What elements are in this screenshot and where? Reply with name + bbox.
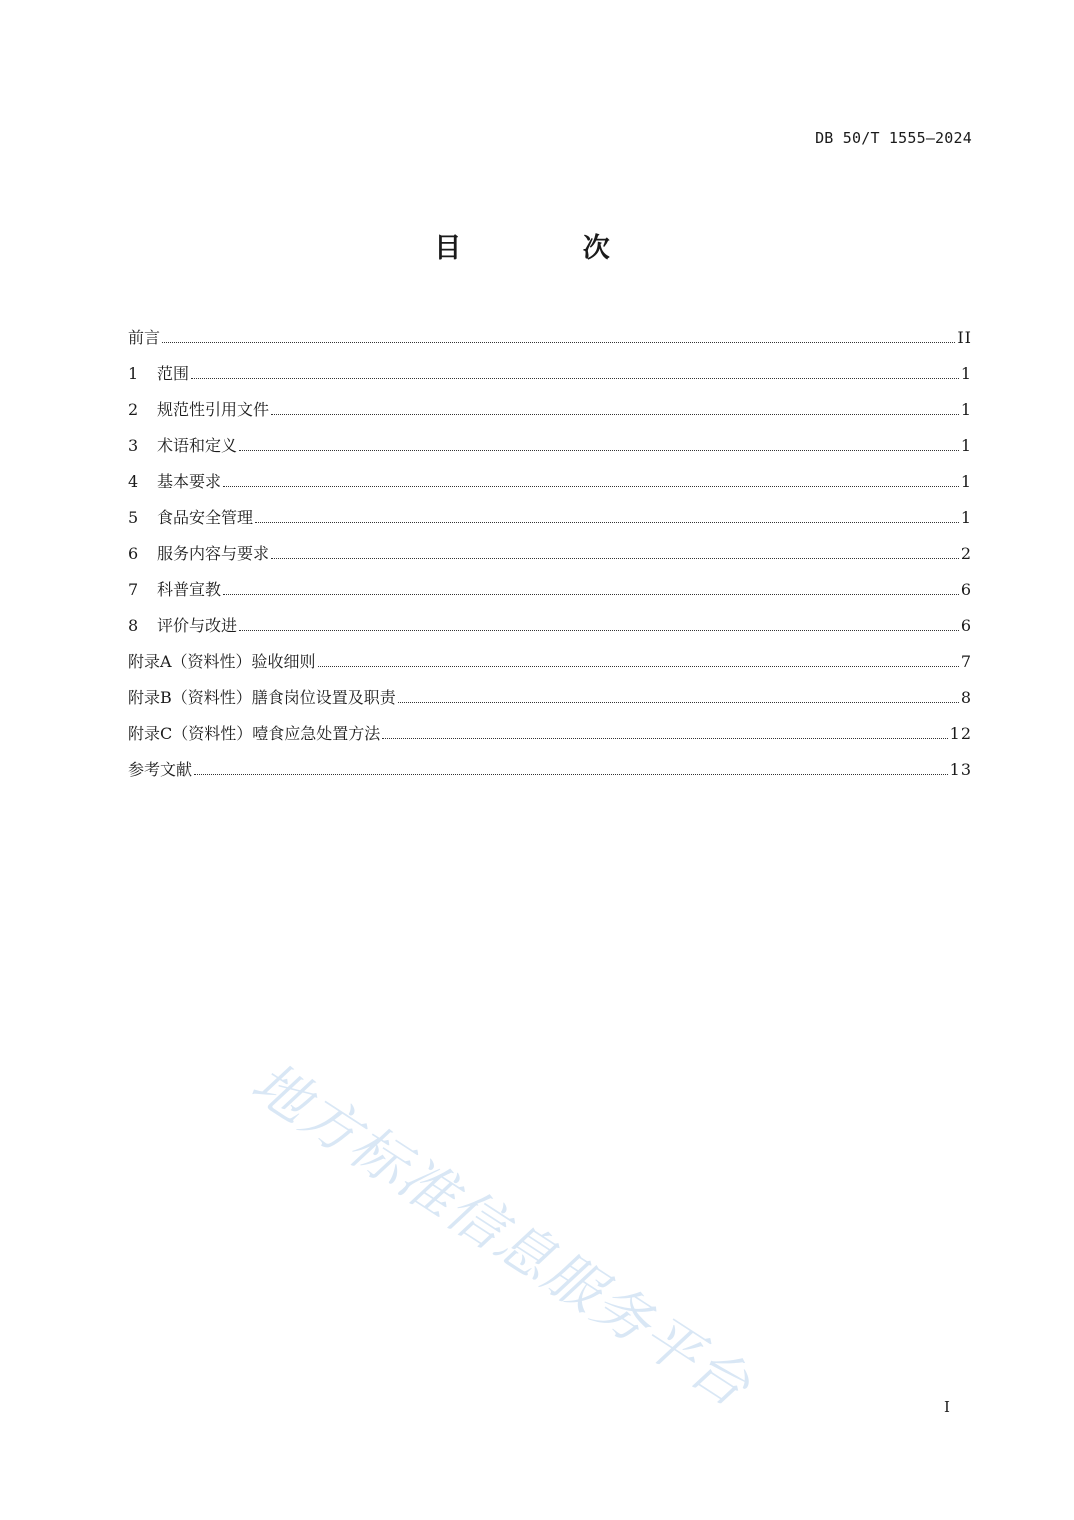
toc-entry-label: 规范性引用文件 [157,400,270,419]
toc-leader-dots [223,594,959,595]
toc-leader-dots [255,522,959,523]
toc-entry-number: 1 [128,364,139,383]
toc-entry-basic-requirements[interactable] [128,468,972,504]
toc-leader-dots [382,738,947,739]
toc-entry-label: 基本要求 [157,472,222,491]
table-of-contents [128,324,972,792]
toc-leader-dots [239,450,959,451]
toc-leader-dots [162,342,955,343]
toc-entry-appendix-c[interactable] [128,720,972,756]
toc-entry-label: 范围 [157,364,190,383]
toc-entry-page: 7 [960,652,972,671]
toc-entry-label: 附录C（资料性）噎食应急处置方法 [128,724,381,743]
toc-entry-label: 评价与改进 [157,616,238,635]
toc-entry-label: 附录B（资料性）膳食岗位设置及职责 [128,688,396,707]
toc-entry-appendix-a[interactable] [128,648,972,684]
toc-entry-appendix-b[interactable] [128,684,972,720]
document-code: DB 50/T 1555—2024 [815,129,972,147]
toc-entry-scope[interactable] [128,360,972,396]
toc-entry-number: 7 [128,580,139,599]
toc-entry-references[interactable] [128,756,972,792]
toc-entry-page: 6 [960,580,972,599]
toc-entry-normative-references[interactable] [128,396,972,432]
toc-leader-dots [223,486,959,487]
toc-entry-terms-definitions[interactable] [128,432,972,468]
toc-entry-page: 12 [949,724,972,743]
toc-entry-page: 13 [949,760,972,779]
toc-leader-dots [271,558,959,559]
toc-entry-number: 2 [128,400,139,419]
toc-entry-page: 8 [960,688,972,707]
toc-entry-foreword[interactable] [128,324,972,360]
toc-leader-dots [194,774,948,775]
toc-entry-page: 6 [960,616,972,635]
toc-entry-label: 附录A（资料性）验收细则 [128,652,316,671]
toc-entry-evaluation[interactable] [128,612,972,648]
toc-entry-label: 科普宣教 [157,580,222,599]
toc-entry-number: 3 [128,436,139,455]
page-number: I [944,1398,950,1416]
toc-entry-page: 1 [960,472,972,491]
toc-leader-dots [191,378,959,379]
toc-entry-number: 4 [128,472,139,491]
toc-entry-page: 2 [960,544,972,563]
page-title: 目 次 [434,233,666,264]
toc-entry-label: 参考文献 [128,760,193,779]
toc-entry-page: 1 [960,508,972,527]
watermark: 地方标准信息服务平台 [240,1050,762,1421]
toc-entry-page: 1 [960,400,972,419]
toc-entry-science-education[interactable] [128,576,972,612]
toc-entry-page: II [957,328,972,347]
toc-entry-number: 5 [128,508,139,527]
toc-entry-page: 1 [960,436,972,455]
toc-entry-label: 前言 [128,328,161,347]
toc-entry-label: 食品安全管理 [157,508,254,527]
toc-leader-dots [398,702,959,703]
toc-entry-service-content[interactable] [128,540,972,576]
toc-entry-number: 6 [128,544,139,563]
toc-entry-page: 1 [960,364,972,383]
toc-leader-dots [318,666,959,667]
toc-entry-food-safety[interactable] [128,504,972,540]
toc-leader-dots [239,630,959,631]
toc-entry-number: 8 [128,616,139,635]
toc-entry-label: 术语和定义 [157,436,238,455]
toc-entry-label: 服务内容与要求 [157,544,270,563]
toc-leader-dots [271,414,959,415]
